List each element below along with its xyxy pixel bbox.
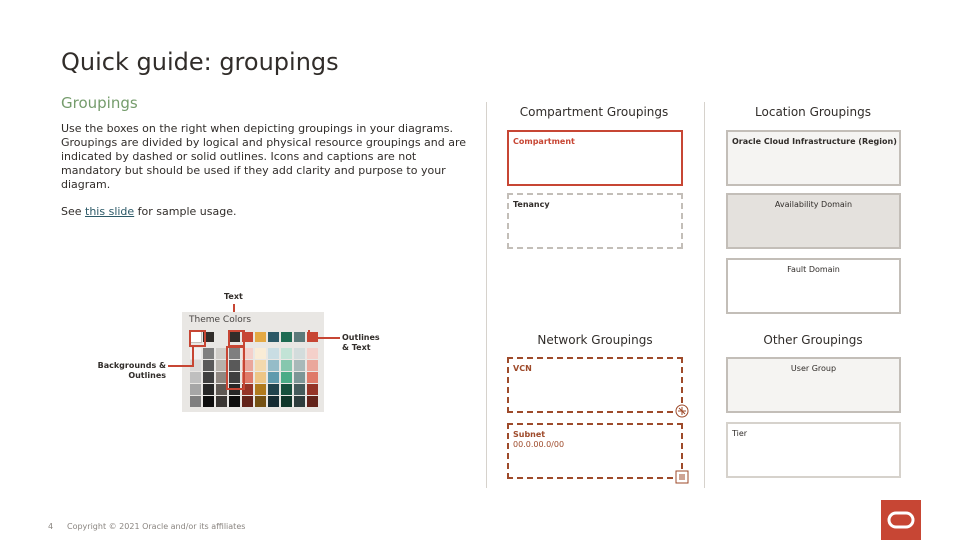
divider-right: [704, 102, 705, 488]
theme-colors-panel: [182, 312, 324, 412]
oracle-logo-icon: [881, 500, 921, 540]
swatch-shade: [255, 396, 266, 407]
section-subhead: Groupings: [61, 94, 138, 112]
region-label: Oracle Cloud Infrastructure (Region): [732, 137, 897, 146]
fault-domain-label: Fault Domain: [787, 265, 840, 274]
see-prefix: See: [61, 205, 86, 218]
subnet-label: Subnet: [513, 430, 546, 439]
swatch-shade: [203, 360, 214, 371]
availability-domain-label: Availability Domain: [774, 200, 853, 209]
vcn-box[interactable]: [507, 357, 683, 413]
divider-left: [486, 102, 487, 488]
see-suffix: for sample usage.: [134, 205, 237, 218]
callout-line-backgrounds-vert: [192, 345, 194, 367]
swatch-shade: [203, 396, 214, 407]
swatch-shade: [268, 396, 279, 407]
swatch-shade: [294, 372, 305, 383]
swatch-shade: [229, 396, 240, 407]
swatch-shade: [268, 360, 279, 371]
oracle-logo: [881, 500, 921, 540]
compartment-box[interactable]: [507, 130, 683, 186]
page-number: 4: [48, 522, 54, 531]
swatch-shade: [268, 348, 279, 359]
swatch-shade: [281, 372, 292, 383]
theme-colors-title: Theme Colors: [189, 315, 252, 325]
location-groupings-heading: Location Groupings: [755, 105, 871, 119]
swatch-shade: [281, 396, 292, 407]
swatch-shade: [255, 360, 266, 371]
swatch-shade: [281, 348, 292, 359]
swatch-shade: [190, 396, 201, 407]
swatch-shade: [281, 384, 292, 395]
compartment-label: Compartment: [513, 137, 575, 146]
network-groupings-heading: Network Groupings: [537, 333, 653, 347]
swatch-shade: [281, 360, 292, 371]
user-group-box[interactable]: [726, 357, 901, 413]
swatch-shade: [294, 396, 305, 407]
subnet-box[interactable]: [507, 423, 683, 479]
intro-paragraph: Use the boxes on the right when depicting groupings in your diagrams. Groupings are divided by logical and physical resource groupings and are indicated by dashed or solid outlines. Icons and captions are not mandatory but should be used if they add clarity and purpose to your diagram.: [61, 122, 467, 191]
user-group-label: User Group: [790, 364, 837, 373]
swatch-top: [281, 332, 292, 342]
highlight-background-column: [226, 346, 245, 390]
copyright-text: Copyright © 2021 Oracle and/or its affiliates: [67, 522, 246, 531]
tenancy-box[interactable]: [507, 193, 683, 249]
this-slide-link[interactable]: this slide: [85, 205, 135, 218]
tenancy-label: Tenancy: [513, 200, 550, 209]
swatch-shade: [268, 372, 279, 383]
swatch-shade: [307, 348, 318, 359]
vcn-icon: [674, 403, 690, 419]
tier-box[interactable]: [726, 422, 901, 478]
swatch-shade: [307, 384, 318, 395]
swatch-shade: [294, 360, 305, 371]
compartment-groupings-heading: Compartment Groupings: [519, 105, 669, 119]
region-box[interactable]: [726, 130, 901, 186]
callout-line-outlines: [310, 337, 340, 339]
swatch-shade: [203, 384, 214, 395]
swatch-shade: [255, 372, 266, 383]
swatch-top: [268, 332, 279, 342]
swatch-shade: [255, 348, 266, 359]
callout-text-label: Text: [224, 292, 243, 301]
swatch-shade: [268, 384, 279, 395]
subnet-cidr: 00.0.00.0/00: [513, 440, 565, 449]
swatch-shade: [294, 384, 305, 395]
highlight-text-swatch: [228, 330, 245, 347]
other-groupings-heading: Other Groupings: [763, 333, 863, 347]
swatch-shade: [307, 396, 318, 407]
swatch-shade: [307, 372, 318, 383]
vcn-label: VCN: [513, 364, 532, 373]
swatch-shade: [203, 372, 214, 383]
swatch-shade: [255, 384, 266, 395]
callout-backgrounds-label: Backgrounds & Outlines: [97, 361, 166, 380]
swatch-shade: [242, 396, 253, 407]
swatch-shade: [307, 360, 318, 371]
swatch-shade: [190, 384, 201, 395]
callout-line-outlines-vert: [308, 330, 310, 339]
swatch-top: [294, 332, 305, 342]
subnet-icon: [674, 469, 690, 485]
see-slide-text: [61, 205, 237, 218]
availability-domain-box[interactable]: [726, 193, 901, 249]
swatch-top: [216, 332, 227, 342]
page-title: Quick guide: groupings: [61, 48, 339, 76]
swatch-shade: [190, 372, 201, 383]
tier-label: Tier: [732, 429, 748, 438]
swatch-shade: [294, 348, 305, 359]
swatch-shade: [203, 348, 214, 359]
swatch-shade: [216, 396, 227, 407]
callout-outlines-label: Outlines & Text: [342, 333, 380, 352]
fault-domain-box[interactable]: [726, 258, 901, 314]
swatch-top: [255, 332, 266, 342]
callout-line-backgrounds: [168, 365, 194, 367]
